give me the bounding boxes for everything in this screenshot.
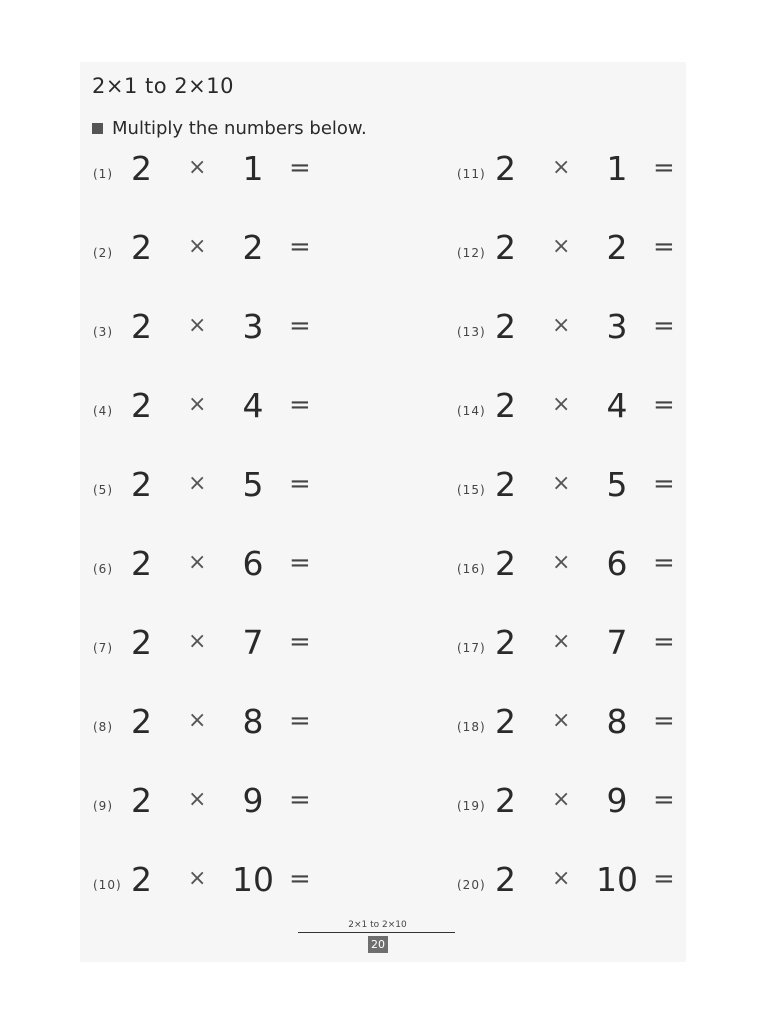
multiply-sign: × [552, 234, 571, 259]
problem-number: (4) [93, 404, 113, 418]
multiply-sign: × [552, 313, 571, 338]
multiply-sign: × [552, 471, 571, 496]
problem-factor-b: 7 [242, 623, 264, 662]
equals-sign: = [289, 548, 311, 578]
equals-sign: = [653, 548, 675, 578]
worksheet-page [80, 62, 686, 962]
problem-factor-b: 10 [232, 860, 274, 899]
problem-number: (17) [457, 641, 486, 655]
problem-12 [457, 228, 717, 274]
problem-15 [457, 465, 717, 511]
multiply-sign: × [552, 550, 571, 575]
equals-sign: = [289, 785, 311, 815]
equals-sign: = [653, 311, 675, 341]
footer-divider [298, 932, 455, 933]
problem-1 [93, 149, 353, 195]
problem-factor-a: 2 [495, 228, 516, 267]
problem-factor-a: 2 [495, 623, 516, 662]
multiply-sign: × [188, 313, 207, 338]
equals-sign: = [289, 153, 311, 183]
multiply-sign: × [188, 866, 207, 891]
equals-sign: = [653, 153, 675, 183]
problem-number: (16) [457, 562, 486, 576]
multiply-sign: × [188, 234, 207, 259]
multiply-sign: × [188, 787, 207, 812]
problem-factor-b: 2 [242, 228, 264, 267]
problem-factor-a: 2 [131, 465, 152, 504]
multiply-sign: × [188, 471, 207, 496]
problem-number: (1) [93, 167, 113, 181]
problem-number: (12) [457, 246, 486, 260]
problem-factor-b: 3 [606, 307, 628, 346]
problem-factor-a: 2 [131, 860, 152, 899]
equals-sign: = [289, 706, 311, 736]
multiply-sign: × [188, 708, 207, 733]
problem-number: (13) [457, 325, 486, 339]
problem-number: (11) [457, 167, 486, 181]
problem-factor-b: 3 [242, 307, 264, 346]
problem-factor-a: 2 [495, 149, 516, 188]
problem-number: (14) [457, 404, 486, 418]
problem-factor-b: 4 [242, 386, 264, 425]
worksheet-title: 2×1 to 2×10 [92, 74, 234, 98]
multiply-sign: × [552, 866, 571, 891]
problem-factor-a: 2 [495, 544, 516, 583]
problem-number: (10) [93, 878, 122, 892]
problem-factor-a: 2 [131, 228, 152, 267]
problem-3 [93, 307, 353, 353]
problem-factor-b: 7 [606, 623, 628, 662]
problem-18 [457, 702, 717, 748]
problem-number: (15) [457, 483, 486, 497]
problem-factor-b: 6 [242, 544, 264, 583]
problem-13 [457, 307, 717, 353]
problem-number: (3) [93, 325, 113, 339]
problem-number: (2) [93, 246, 113, 260]
footer-label: 2×1 to 2×10 [348, 920, 407, 930]
multiply-sign: × [552, 787, 571, 812]
equals-sign: = [653, 785, 675, 815]
equals-sign: = [653, 390, 675, 420]
problem-7 [93, 623, 353, 669]
problem-factor-b: 1 [606, 149, 628, 188]
equals-sign: = [289, 469, 311, 499]
problem-14 [457, 386, 717, 432]
problem-factor-b: 1 [242, 149, 264, 188]
problem-factor-a: 2 [495, 465, 516, 504]
problem-factor-a: 2 [495, 781, 516, 820]
problem-factor-a: 2 [131, 386, 152, 425]
problem-factor-b: 10 [596, 860, 638, 899]
problem-factor-b: 8 [606, 702, 628, 741]
problem-4 [93, 386, 353, 432]
multiply-sign: × [552, 708, 571, 733]
multiply-sign: × [552, 629, 571, 654]
problem-number: (20) [457, 878, 486, 892]
equals-sign: = [289, 232, 311, 262]
problem-19 [457, 781, 717, 827]
problem-number: (9) [93, 799, 113, 813]
problem-factor-b: 2 [606, 228, 628, 267]
problem-17 [457, 623, 717, 669]
problem-9 [93, 781, 353, 827]
problem-16 [457, 544, 717, 590]
problem-factor-a: 2 [131, 544, 152, 583]
problem-8 [93, 702, 353, 748]
problem-factor-a: 2 [131, 623, 152, 662]
equals-sign: = [653, 864, 675, 894]
problem-number: (5) [93, 483, 113, 497]
multiply-sign: × [188, 550, 207, 575]
problem-factor-b: 5 [606, 465, 628, 504]
multiply-sign: × [188, 629, 207, 654]
problem-factor-a: 2 [131, 781, 152, 820]
problem-factor-b: 6 [606, 544, 628, 583]
multiply-sign: × [188, 155, 207, 180]
page-number: 20 [368, 936, 388, 953]
problem-factor-a: 2 [131, 149, 152, 188]
problem-factor-a: 2 [495, 702, 516, 741]
multiply-sign: × [552, 392, 571, 417]
problem-number: (7) [93, 641, 113, 655]
problem-factor-b: 4 [606, 386, 628, 425]
equals-sign: = [653, 232, 675, 262]
problem-factor-a: 2 [131, 307, 152, 346]
problem-11 [457, 149, 717, 195]
problem-factor-b: 8 [242, 702, 264, 741]
problem-20 [457, 860, 717, 906]
equals-sign: = [653, 706, 675, 736]
problem-factor-a: 2 [131, 702, 152, 741]
problem-10 [93, 860, 353, 906]
problem-factor-b: 9 [606, 781, 628, 820]
problem-number: (6) [93, 562, 113, 576]
equals-sign: = [289, 311, 311, 341]
problem-number: (8) [93, 720, 113, 734]
equals-sign: = [289, 627, 311, 657]
problem-factor-b: 9 [242, 781, 264, 820]
equals-sign: = [289, 390, 311, 420]
problem-number: (18) [457, 720, 486, 734]
problem-6 [93, 544, 353, 590]
multiply-sign: × [552, 155, 571, 180]
multiply-sign: × [188, 392, 207, 417]
problem-2 [93, 228, 353, 274]
equals-sign: = [653, 627, 675, 657]
instruction [92, 118, 367, 139]
problem-number: (19) [457, 799, 486, 813]
instruction-text: Multiply the numbers below. [112, 118, 367, 139]
equals-sign: = [653, 469, 675, 499]
problem-5 [93, 465, 353, 511]
problem-factor-a: 2 [495, 386, 516, 425]
problem-factor-a: 2 [495, 860, 516, 899]
problem-factor-a: 2 [495, 307, 516, 346]
problem-factor-b: 5 [242, 465, 264, 504]
equals-sign: = [289, 864, 311, 894]
square-bullet-icon [92, 123, 103, 134]
